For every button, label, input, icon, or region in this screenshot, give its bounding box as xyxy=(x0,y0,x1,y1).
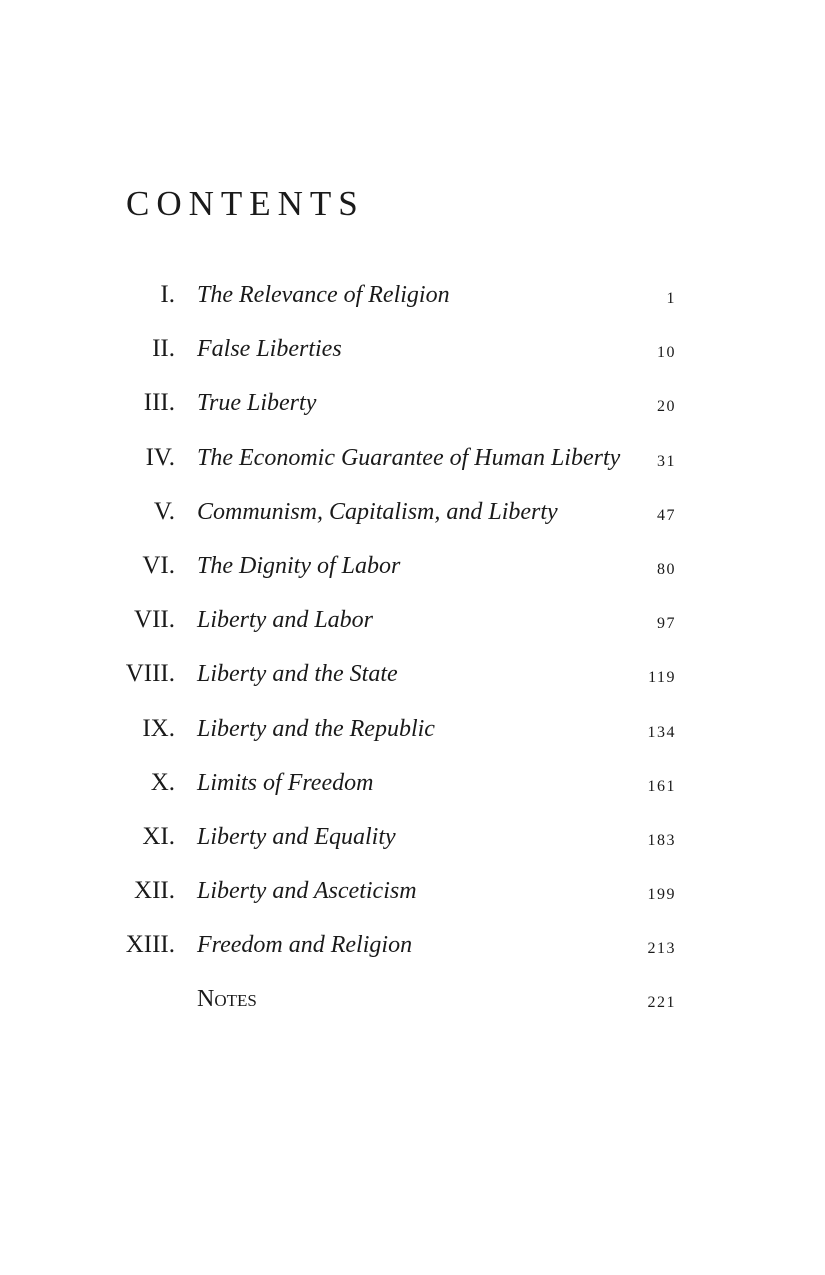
chapter-title: False Liberties xyxy=(197,336,342,363)
chapter-title: Freedom and Religion xyxy=(197,932,413,959)
page-number: 183 xyxy=(647,831,676,849)
chapter-title: The Relevance of Religion xyxy=(197,282,450,308)
toc-entry xyxy=(0,872,825,926)
chapter-number: VI. xyxy=(142,551,175,579)
chapter-title: Limits of Freedom xyxy=(197,769,374,796)
toc-entry xyxy=(0,710,825,764)
chapter-title: The Dignity of Labor xyxy=(197,552,401,579)
page-number: 47 xyxy=(657,506,676,524)
toc-entry xyxy=(0,926,825,980)
chapter-number: VIII. xyxy=(125,660,175,688)
chapter-title: Liberty and the State xyxy=(197,661,398,688)
chapter-number: XI. xyxy=(142,822,175,850)
toc-entry xyxy=(0,655,825,709)
toc-entry xyxy=(0,439,825,493)
notes-title: Notes xyxy=(197,986,257,1013)
page-number: 97 xyxy=(657,615,676,633)
chapter-number: IV. xyxy=(145,443,175,471)
page-number: 161 xyxy=(647,777,676,795)
page-number: 80 xyxy=(657,560,676,578)
chapter-title: Communism, Capitalism, and Liberty xyxy=(197,498,558,525)
chapter-number: III. xyxy=(143,389,175,417)
chapter-title: The Economic Guarantee of Human Liberty xyxy=(197,444,621,471)
page-number: 31 xyxy=(657,452,676,470)
toc-entry xyxy=(0,818,825,872)
toc-entry xyxy=(0,547,825,601)
page-number: 10 xyxy=(657,344,676,362)
chapter-number: V. xyxy=(153,497,175,525)
toc-entry-notes xyxy=(0,980,825,1034)
page-number: 213 xyxy=(647,940,676,958)
table-of-contents xyxy=(0,276,825,1035)
toc-entry xyxy=(0,493,825,547)
toc-entry xyxy=(0,601,825,655)
page-number: 119 xyxy=(648,669,676,687)
toc-entry xyxy=(0,764,825,818)
chapter-title: Liberty and the Republic xyxy=(197,715,435,742)
chapter-title: True Liberty xyxy=(197,390,317,417)
page-number: 1 xyxy=(666,290,676,307)
toc-entry xyxy=(0,276,825,330)
page-number: 221 xyxy=(647,994,676,1012)
chapter-number: XIII. xyxy=(125,931,175,959)
chapter-title: Liberty and Asceticism xyxy=(197,878,417,905)
chapter-title: Liberty and Labor xyxy=(197,607,374,634)
chapter-number: I. xyxy=(160,281,175,308)
chapter-number: XII. xyxy=(134,877,175,905)
toc-entry xyxy=(0,384,825,438)
chapter-number: IX. xyxy=(142,714,175,742)
page-title: CONTENTS xyxy=(126,184,365,223)
page-number: 134 xyxy=(647,723,676,741)
chapter-title: Liberty and Equality xyxy=(197,823,396,850)
page-number: 199 xyxy=(647,886,676,904)
page-number: 20 xyxy=(657,398,676,416)
chapter-number: II. xyxy=(152,335,175,363)
chapter-number: VII. xyxy=(134,606,175,634)
chapter-number: X. xyxy=(150,768,175,796)
toc-entry xyxy=(0,330,825,384)
